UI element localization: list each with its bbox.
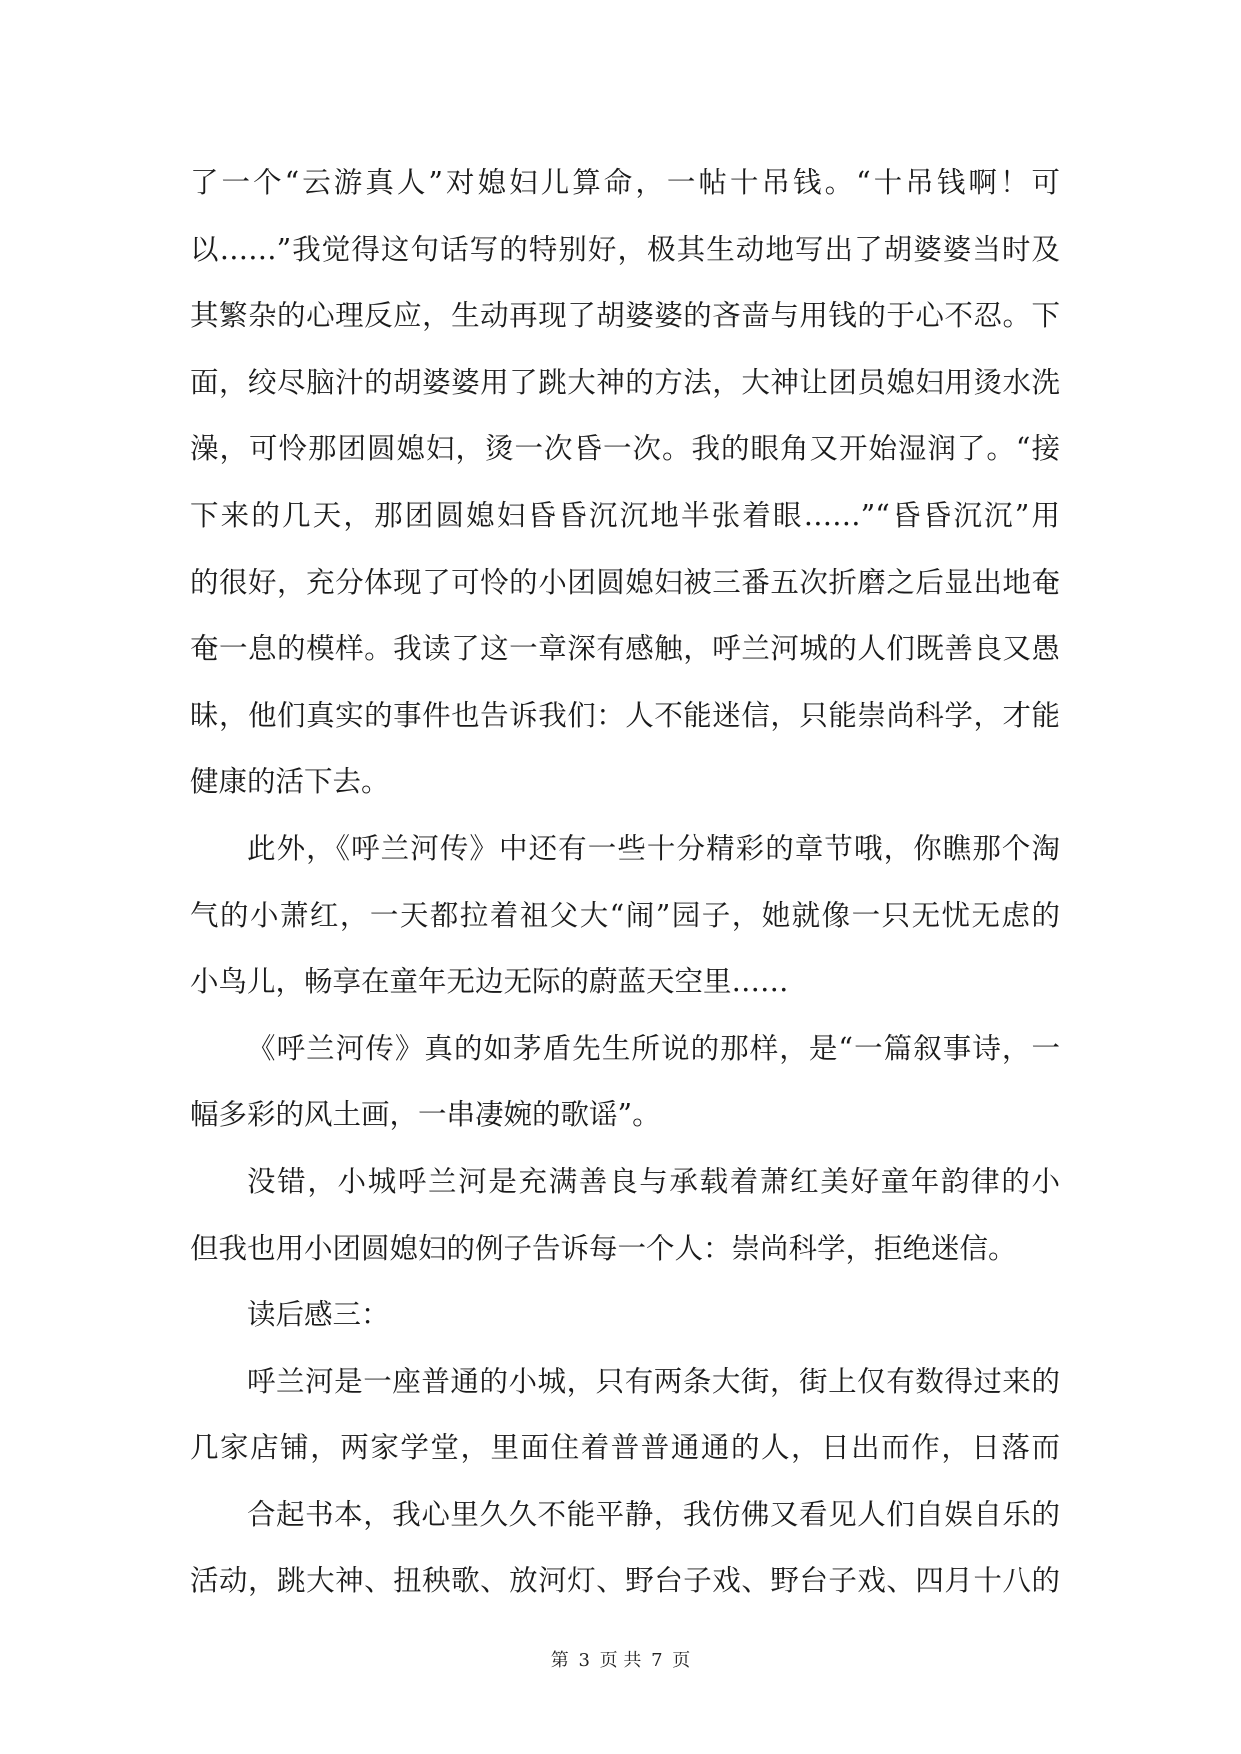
footer-total-pages: 7 xyxy=(651,1650,663,1671)
text-line: 健康的活下去。 xyxy=(190,765,390,799)
text-line: 小鸟儿，畅享在童年无边无际的蔚蓝天空里…… xyxy=(190,965,789,999)
text-line: 合起书本，我心里久久不能平静，我仿佛又看见人们自娱自乐的 xyxy=(247,1497,1060,1531)
footer-suffix: 页 xyxy=(672,1650,691,1671)
text-line: 澡，可怜那团圆媳妇，烫一次昏一次。我的眼角又开始湿润了。“接 xyxy=(190,432,1060,466)
text-line: 《呼兰河传》真的如茅盾先生所说的那样，是“一篇叙事诗，一 xyxy=(247,1031,1060,1065)
text-line: 的很好，充分体现了可怜的小团圆媳妇被三番五次折磨之后显出地奄 xyxy=(190,565,1060,599)
text-line: 下来的几天，那团圆媳妇昏昏沉沉地半张着眼……”“昏昏沉沉”用 xyxy=(190,498,1060,532)
text-line: 呼兰河是一座普通的小城，只有两条大街，街上仅有数得过来的 xyxy=(247,1364,1060,1398)
text-line: 但我也用小团圆媳妇的例子告诉每一个人：崇尚科学，拒绝迷信。 xyxy=(190,1231,1017,1265)
text-line: 面，绞尽脑汁的胡婆婆用了跳大神的方法，大神让团员媳妇用烫水洗 xyxy=(190,365,1060,399)
text-line: 奄一息的模样。我读了这一章深有感触，呼兰河城的人们既善良又愚 xyxy=(190,632,1060,666)
footer-middle: 页 共 xyxy=(599,1650,642,1671)
footer-prefix: 第 xyxy=(550,1650,569,1671)
text-line: 此外，《呼兰河传》中还有一些十分精彩的章节哦，你瞧那个淘 xyxy=(247,831,1060,865)
text-line: 昧，他们真实的事件也告诉我们：人不能迷信，只能崇尚科学，才能 xyxy=(190,698,1060,732)
footer-page-number: 3 xyxy=(578,1650,590,1671)
text-line: 气的小萧红，一天都拉着祖父大“闹”园子，她就像一只无忧无虑的 xyxy=(190,898,1060,932)
text-line: 了一个“云游真人”对媳妇儿算命，一帖十吊钱。“十吊钱啊！可 xyxy=(190,166,1060,199)
text-line: 没错，小城呼兰河是充满善良与承载着萧红美好童年韵律的小 xyxy=(247,1164,1060,1198)
text-line: 幅多彩的风土画，一串凄婉的歌谣”。 xyxy=(190,1098,661,1132)
body-text xyxy=(190,150,1060,1615)
text-line: 读后感三： xyxy=(247,1298,390,1332)
text-line: 几家店铺，两家学堂，里面住着普普通通的人，日出而作，日落而 xyxy=(190,1431,1060,1465)
page-footer xyxy=(0,1646,1241,1672)
text-line: 其繁杂的心理反应，生动再现了胡婆婆的吝啬与用钱的于心不忍。下 xyxy=(190,299,1060,333)
text-line: 活动，跳大神、扭秧歌、放河灯、野台子戏、野台子戏、四月十八的 xyxy=(190,1564,1060,1598)
text-line: 以……”我觉得这句话写的特别好，极其生动地写出了胡婆婆当时及 xyxy=(190,232,1060,266)
